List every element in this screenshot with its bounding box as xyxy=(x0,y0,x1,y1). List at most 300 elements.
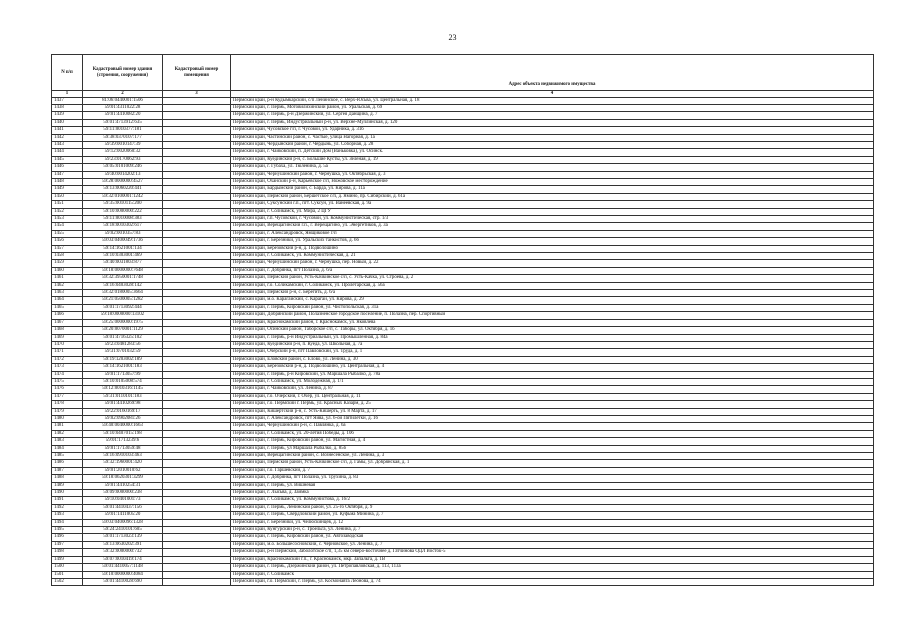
table-row xyxy=(52,408,874,415)
address: Пермский край, Чусовское г/п, г. Чусовой, ул. Ударника, д. 31б xyxy=(231,127,874,134)
table-row xyxy=(52,201,874,208)
address: Пермский край, р-н Кудымкарский, с/п Ленинское, с. Верх-Юсьва, ул. Центральная, д. 18 xyxy=(231,97,874,104)
address: Пермский край, р-н Пермский, Заболотское с/п, 1,35 км северо-восточнее д. Гатчинова ОДЛ Восток-5 xyxy=(231,549,874,556)
cadastral-room xyxy=(163,141,231,148)
cadastral-building: 59:31:0110101:183 xyxy=(83,393,163,400)
row-number: 1457 xyxy=(52,245,83,252)
row-number: 1437 xyxy=(52,97,83,104)
address: Пермский край, Краснокамский г.п., г. Краснокамск, мкр. Запальта, д. 1В xyxy=(231,556,874,563)
table-row xyxy=(52,423,874,430)
cadastral-building: 59:16:0910103:463 xyxy=(83,453,163,460)
row-number: 1458 xyxy=(52,253,83,260)
row-number: 1460 xyxy=(52,267,83,274)
col-number-1: 1 xyxy=(52,91,83,98)
address: Пермский край, г. Пермь, р-н Кировский, ул. Маршала Рыбалко, д. 78а xyxy=(231,371,874,378)
cadastral-building: 59:01:4410254:31 xyxy=(83,482,163,489)
table-row xyxy=(52,238,874,245)
row-number: 1499 xyxy=(52,556,83,563)
table-row xyxy=(52,297,874,304)
cadastral-room xyxy=(163,364,231,371)
address: Пермский край, Верещагинский г.п., г. Верещагино, ул. Энергетиков, д. 3а xyxy=(231,223,874,230)
cadastral-building: 59:32:3950001:1748 xyxy=(83,275,163,282)
cadastral-building: 59:21:0500005:1282 xyxy=(83,297,163,304)
address: Пермский край, г. Пермь, Кировский район, ул. Магистная, д. 4 xyxy=(231,438,874,445)
address: Пермский край, г. Березники, ул. Уральских танкистов, д. 66 xyxy=(231,238,874,245)
cadastral-room xyxy=(163,260,231,267)
address: Пермский край, Краснокамский район, г. Краснокамск, ул. Яковлева xyxy=(231,319,874,326)
cadastral-room xyxy=(163,519,231,526)
cadastral-room xyxy=(163,393,231,400)
table-row xyxy=(52,304,874,311)
cadastral-building: 59:01:4410057:1148 xyxy=(83,564,163,571)
cadastral-building: 59:40:0031803:877 xyxy=(83,260,163,267)
table-row xyxy=(52,104,874,111)
cadastral-building: 59:01:4713912:635 xyxy=(83,119,163,126)
table-row xyxy=(52,519,874,526)
cadastral-building: 59:02:0010357:83 xyxy=(83,230,163,237)
cadastral-building: 59:23:0481283:56 xyxy=(83,341,163,348)
address: Пермский край, Очерский р-н, пгт Павловский, ул. Труда, д. 1 xyxy=(231,349,874,356)
table-row xyxy=(52,267,874,274)
cadastral-room xyxy=(163,164,231,171)
row-number: 1461 xyxy=(52,275,83,282)
row-number: 1483 xyxy=(52,438,83,445)
cadastral-room xyxy=(163,460,231,467)
row-number: 1454 xyxy=(52,223,83,230)
cadastral-room xyxy=(163,304,231,311)
cadastral-building: 59:01:1713059:48 xyxy=(83,445,163,452)
cadastral-building: 59:12:0010316:1145 xyxy=(83,386,163,393)
table-row xyxy=(52,578,874,585)
table-row xyxy=(52,349,874,356)
table-row xyxy=(52,556,874,563)
cadastral-building: 59:18:0000000:13102 xyxy=(83,312,163,319)
address: Пермский край, Пермский р-н, с. Берегить, д. 6/а xyxy=(231,290,874,297)
table-row xyxy=(52,245,874,252)
row-number: 1467 xyxy=(52,319,83,326)
address: Пермский край, г. Чайковский, ул. Ленина, д. 87 xyxy=(231,386,874,393)
cadastral-building: 59:28:0000000:4527 xyxy=(83,178,163,185)
address: Пермский край, г. Соликамск, ул. Коммунистическая, д. 21 xyxy=(231,253,874,260)
row-number: 1480 xyxy=(52,415,83,422)
row-number: 1470 xyxy=(52,341,83,348)
address: Пермский край, г. Березники, ул. Челюскинцев, д. 12 xyxy=(231,519,874,526)
cadastral-building: 59:18:0000000:7648 xyxy=(83,267,163,274)
cadastral-room xyxy=(163,97,231,104)
cadastral-building: 59:03:0400049:1736 xyxy=(83,238,163,245)
table-row xyxy=(52,216,874,223)
cadastral-room xyxy=(163,119,231,126)
address: Пермский край, г. Александровск, пгт Яйва, ул. 6-ой Пятилетки, д. 16 xyxy=(231,415,874,422)
table-row xyxy=(52,230,874,237)
row-number: 1468 xyxy=(52,327,83,334)
cadastral-room xyxy=(163,497,231,504)
cadastral-building: 59:39:0010147:39 xyxy=(83,141,163,148)
cadastral-room xyxy=(163,371,231,378)
row-number: 1445 xyxy=(52,156,83,163)
table-row xyxy=(52,223,874,230)
table-row xyxy=(52,482,874,489)
cadastral-room xyxy=(163,445,231,452)
row-number: 1477 xyxy=(52,393,83,400)
address: Пермский край, Кишертский р-н, с. Усть-Кишерть, ул. 8 Марта, д. 17 xyxy=(231,408,874,415)
table-row xyxy=(52,141,874,148)
cadastral-room xyxy=(163,527,231,534)
row-number: 1439 xyxy=(52,112,83,119)
cadastral-building: 59:01:1411005:20 xyxy=(83,512,163,519)
cadastral-building: 59:14:1621001:134 xyxy=(83,245,163,252)
address: Пермский край, Чернушинский район, г. Чернушка, ул. Октябрьская, д. 3 xyxy=(231,171,874,178)
table-row xyxy=(52,445,874,452)
row-number: 1473 xyxy=(52,364,83,371)
cadastral-building: 59:18:0010302:617 xyxy=(83,223,163,230)
table-row xyxy=(52,534,874,541)
cadastral-room xyxy=(163,549,231,556)
cadastral-room xyxy=(163,216,231,223)
cadastral-room xyxy=(163,156,231,163)
table-row xyxy=(52,127,874,134)
table-row xyxy=(52,319,874,326)
cadastral-room xyxy=(163,282,231,289)
header-row xyxy=(52,55,874,91)
cadastral-room xyxy=(163,578,231,585)
cadastral-room xyxy=(163,475,231,482)
cadastral-room xyxy=(163,253,231,260)
table-row xyxy=(52,97,874,104)
cadastral-building: 59:01:4410269:98 xyxy=(83,401,163,408)
row-number: 1490 xyxy=(52,490,83,497)
table-row xyxy=(52,208,874,215)
address: Пермский край, г. Пермь, Мотовилихинский район, ул. Уральская, д. 69 xyxy=(231,104,874,111)
address: Пермский край, Пермский район, Усть-Качкинское с/п, д. Гамы, ул. Добрянская, д. 1 xyxy=(231,460,874,467)
address: Пермский край, г. Пермь, Индустриальный р-н, ул. Верхне-Муллинская, д. 120 xyxy=(231,119,874,126)
table-row xyxy=(52,504,874,511)
cadastral-room xyxy=(163,438,231,445)
row-number: 1446 xyxy=(52,164,83,171)
cadastral-room xyxy=(163,349,231,356)
address: Пермский край, г. Пермь, ул Маршала Рыбалко, д. 85б xyxy=(231,445,874,452)
row-number: 1486 xyxy=(52,460,83,467)
row-number: 1479 xyxy=(52,408,83,415)
row-number: 1456 xyxy=(52,238,83,245)
address: Пермский край, г. Пермь, р-н Дзержинский, ул. Сергея Данщина, д. 7 xyxy=(231,112,874,119)
cadastral-room xyxy=(163,386,231,393)
row-number: 1462 xyxy=(52,282,83,289)
cadastral-building: 59:24:2410101:605 xyxy=(83,527,163,534)
cadastral-building: 59:13:0060220:441 xyxy=(83,186,163,193)
address: Пермский край, Куединский р-н, п. Куеда, ул. Школьная, д. 7а xyxy=(231,341,874,348)
table-row xyxy=(52,134,874,141)
row-number: 1438 xyxy=(52,104,83,111)
table-row xyxy=(52,356,874,363)
cadastral-building: 59:16:0403028:142 xyxy=(83,282,163,289)
cadastral-room xyxy=(163,208,231,215)
row-number: 1482 xyxy=(52,430,83,437)
row-number: 1450 xyxy=(52,193,83,200)
table-row xyxy=(52,475,874,482)
table-row xyxy=(52,149,874,156)
cadastral-room xyxy=(163,504,231,511)
header-address: Адрес объекта недвижимого имущества xyxy=(231,55,874,91)
cadastral-room xyxy=(163,104,231,111)
table-row xyxy=(52,253,874,260)
header-cad-room: Кадастровый номер помещения xyxy=(163,55,231,91)
cadastral-room xyxy=(163,238,231,245)
table-row xyxy=(52,378,874,385)
cadastral-room xyxy=(163,408,231,415)
address: Пермский край, г.о. Пермский г. Пермь, ул. Красных Казарм, д. 25 xyxy=(231,401,874,408)
row-number: 1448 xyxy=(52,178,83,185)
row-number: 1475 xyxy=(52,378,83,385)
cadastral-room xyxy=(163,453,231,460)
cadastral-room xyxy=(163,112,231,119)
row-number: 1478 xyxy=(52,401,83,408)
cadastral-room xyxy=(163,134,231,141)
col-number-3: 3 xyxy=(163,91,231,98)
table-row xyxy=(52,327,874,334)
cadastral-building: 59:20:0070001:1129 xyxy=(83,327,163,334)
address: Пермский край, г. Соликамск, ул. Мира, 2 ЦГУ xyxy=(231,208,874,215)
cadastral-room xyxy=(163,401,231,408)
table-row xyxy=(52,393,874,400)
row-number: 1447 xyxy=(52,171,83,178)
row-number: 1484 xyxy=(52,445,83,452)
cadastral-building: 59:40:0014202:13 xyxy=(83,171,163,178)
cadastral-building: 59:01:4716325:102 xyxy=(83,334,163,341)
row-number: 1441 xyxy=(52,127,83,134)
cadastral-building: 59:18:0620301:3299 xyxy=(83,475,163,482)
cadastral-building: 59:10:0105008:574 xyxy=(83,378,163,385)
header-cad-building: Кадастровый номер здания (строения, сооружения) xyxy=(83,55,163,91)
table-row xyxy=(52,549,874,556)
cadastral-building: 59:03:0400096:1328 xyxy=(83,519,163,526)
row-number: 1492 xyxy=(52,504,83,511)
table-row xyxy=(52,171,874,178)
table-row xyxy=(52,571,874,578)
row-number: 1451 xyxy=(52,201,83,208)
table-row xyxy=(52,156,874,163)
cadastral-room xyxy=(163,512,231,519)
cadastral-building: 59:32:0180005:3664 xyxy=(83,290,163,297)
table-row xyxy=(52,275,874,282)
cadastral-building: 59:13:0630202:391 xyxy=(83,541,163,548)
cadastral-building: 59:25:0000000:1975 xyxy=(83,319,163,326)
address: Пермский край, г. Пермь, Ленинский район, ул. 25-го Октября, д. 9 xyxy=(231,504,874,511)
cadastral-building: 59:22:0160169:17 xyxy=(83,408,163,415)
address: Пермский край, г. Губаха, ул. Тюленина, д. 5а xyxy=(231,164,874,171)
row-number: 1452 xyxy=(52,208,83,215)
address: Пермский край, г. Соликамск, ул. Молодежная, д. 1/1 xyxy=(231,378,874,385)
cadastral-room xyxy=(163,127,231,134)
row-number: 1493 xyxy=(52,512,83,519)
table-row xyxy=(52,371,874,378)
cadastral-building: 59:02:0902081:26 xyxy=(83,415,163,422)
cadastral-building: 59:01:4410082:20 xyxy=(83,112,163,119)
row-number: 1487 xyxy=(52,467,83,474)
address: Пермский край, г. Соликамск, ул. Коммунистова, д. 16/2 xyxy=(231,497,874,504)
address: Пермский край, Суксунский г.п., пгт. Суксун, ул. Ванеевская, д. 9а xyxy=(231,201,874,208)
row-number: 1443 xyxy=(52,141,83,148)
cadastral-room xyxy=(163,275,231,282)
table-row xyxy=(52,260,874,267)
row-number: 1496 xyxy=(52,534,83,541)
address: Пермский край, Куединский р-н, с. Большие Кусты, ул. Зеленая, д. 19 xyxy=(231,156,874,163)
row-number: 1500 xyxy=(52,564,83,571)
row-number: 1471 xyxy=(52,349,83,356)
cadastral-room xyxy=(163,467,231,474)
address: Пермский край, г. Пермь, р-н Индустриальный, ул. Промышленная, д. 84а xyxy=(231,334,874,341)
cadastral-room xyxy=(163,430,231,437)
address: Пермский край, Пермский район, Бершетское с/п, д. Ямино, пр. Сибирский, д. 61а xyxy=(231,193,874,200)
col-number-4: 4 xyxy=(231,91,874,98)
row-number: 1463 xyxy=(52,290,83,297)
cadastral-room xyxy=(163,230,231,237)
address: Пермский край, Пермский район, Усть-Качкинское с/п, с. Усть-Качка, ул. Строёва, д. 2 xyxy=(231,275,874,282)
table-row xyxy=(52,430,874,437)
address: Пермский край, г. Пермь, Кировский район, ул. Автозаводская xyxy=(231,534,874,541)
page-number: 23 xyxy=(448,33,457,42)
cadastral-room xyxy=(163,312,231,319)
cadastral-room xyxy=(163,341,231,348)
address: Пермский край, г. Пермь, Дзержинский район, ул. Петропавловская, д. 113, 113а xyxy=(231,564,874,571)
cadastral-room xyxy=(163,423,231,430)
cadastral-building: 59:01:1713057:99 xyxy=(83,371,163,378)
cadastral-building: 59:10:0407015:198 xyxy=(83,430,163,437)
cadastral-building: 59:32:0000000:732 xyxy=(83,549,163,556)
row-number: 1481 xyxy=(52,423,83,430)
row-number: 1495 xyxy=(52,527,83,534)
address: Пермский край, Чердынский район, г. Чердынь, ул. Соборная, д. 28 xyxy=(231,141,874,148)
row-number: 1469 xyxy=(52,334,83,341)
table-row xyxy=(52,186,874,193)
row-number: 1488 xyxy=(52,475,83,482)
col-number-2: 2 xyxy=(83,91,163,98)
address: Пермский край, Бардымский район, с. Барда, ул. Кирова, д. 11а xyxy=(231,186,874,193)
table-row xyxy=(52,178,874,185)
cadastral-room xyxy=(163,171,231,178)
cadastral-building: 59:01:1713239:6 xyxy=(83,438,163,445)
address: Пермский край, Березовский р-н, д. Подволошино xyxy=(231,245,874,252)
cadastral-building: 81:06:0440001:1506 xyxy=(83,97,163,104)
cadastral-building: 59:10:0401001:73 xyxy=(83,497,163,504)
cadastral-building: 59:11:0010008:383 xyxy=(83,216,163,223)
address: Пермский край, г.п. Чусовской, г. Чусовой, ул. Коммунистическая, стр. 1/3 xyxy=(231,216,874,223)
cadastral-building: 59:01:4311022:28 xyxy=(83,104,163,111)
cadastral-room xyxy=(163,245,231,252)
cadastral-room xyxy=(163,149,231,156)
cadastral-room xyxy=(163,223,231,230)
row-number: 1440 xyxy=(52,119,83,126)
cadastral-building: 59:07:0010419:174 xyxy=(83,556,163,563)
cadastral-room xyxy=(163,319,231,326)
cadastral-building: 59:01:4410437:156 xyxy=(83,504,163,511)
table-row xyxy=(52,193,874,200)
table-row xyxy=(52,364,874,371)
address: Пермский край, г. Пермь, Кировский район, ул. Чистопольская, д. 31а xyxy=(231,304,874,311)
address: Пермский край, г. Добрянка, пгт Полазна, ул. Трухина, д. 83 xyxy=(231,475,874,482)
cadastral-room xyxy=(163,490,231,497)
table-row xyxy=(52,164,874,171)
address: Пермский край, г.о. Очерский, г. Очер, ул. Центральная, д. 11 xyxy=(231,393,874,400)
address: Пермский край, м.о. Большесосновский, с. Черновское, ул. Ленина, д. 7 xyxy=(231,541,874,548)
row-number: 1466 xyxy=(52,312,83,319)
table-row xyxy=(52,438,874,445)
address: Пермский край, г. Пермь, Свердловский район, ул. Куфьма Минина, д. 7 xyxy=(231,512,874,519)
table-row xyxy=(52,290,874,297)
table-row xyxy=(52,527,874,534)
address: Пермский край, м.о. Карагайский, с. Карагай, ул. Кирова, д. 29 xyxy=(231,297,874,304)
cadastral-building: 59:32:0100001:1242 xyxy=(83,193,163,200)
cadastral-building: 59:11:0010377:181 xyxy=(83,127,163,134)
table-row xyxy=(52,512,874,519)
cadastral-room xyxy=(163,327,231,334)
address: Пермский край, Верещагинский район, с. Вознесенское, ул. Ленина, д. 3 xyxy=(231,453,874,460)
cadastral-room xyxy=(163,297,231,304)
address: Пермский край, г. Соликамск xyxy=(231,571,874,578)
row-number: 1485 xyxy=(52,453,83,460)
address: Пермский край, Осинский район, Таборское с/п, с. Таборы, ул. Октября, д. 1б xyxy=(231,327,874,334)
cadastral-room xyxy=(163,556,231,563)
row-number: 1497 xyxy=(52,541,83,548)
address: Пермский край, Оханский р-н, Карьевское с/п, Ножовское месторождение xyxy=(231,178,874,185)
row-number: 1501 xyxy=(52,571,83,578)
address: Пермский край, Еловский район, с. Елово, ул. Ленина, д. 30 xyxy=(231,356,874,363)
row-number: 1474 xyxy=(52,371,83,378)
cadastral-building: 59:10:0000000:222 xyxy=(83,208,163,215)
table-row xyxy=(52,467,874,474)
cadastral-building: 59:19:1203002:189 xyxy=(83,356,163,363)
table-row xyxy=(52,564,874,571)
row-number: 1459 xyxy=(52,260,83,267)
cadastral-room xyxy=(163,267,231,274)
cadastral-room xyxy=(163,178,231,185)
table-row xyxy=(52,401,874,408)
address: Пермский край, г. Соликамск, ул. 20-летия Победы, д. 106 xyxy=(231,430,874,437)
table-row xyxy=(52,453,874,460)
cadastral-room xyxy=(163,334,231,341)
cadastral-room xyxy=(163,186,231,193)
row-number: 1476 xyxy=(52,386,83,393)
cadastral-building: 59:31:0701032:59 xyxy=(83,349,163,356)
table-row xyxy=(52,386,874,393)
row-number: 1455 xyxy=(52,230,83,237)
address: Пермский край, г. Чайковский, п. Детский Дом (Ваньковка), ул. Осинск. xyxy=(231,149,874,156)
address: Пермский край, г.о. Пермский, г. Пермь, ул. Космонавта Леонова, д. 74 xyxy=(231,578,874,585)
cadastral-building: 59:12:0020060:32 xyxy=(83,149,163,156)
cadastral-building: 59:10:0303001:469 xyxy=(83,253,163,260)
table-row xyxy=(52,334,874,341)
address: Пермский край, г. Александровск, Ямщиковое г/п xyxy=(231,230,874,237)
cadastral-room xyxy=(163,571,231,578)
row-number: 1489 xyxy=(52,482,83,489)
address: Пермский край, г.о. Соликамский, г. Соликамск, ул. Пролетарская, д. 56а xyxy=(231,282,874,289)
cadastral-building: 59:32:1960001:420 xyxy=(83,460,163,467)
row-number: 1502 xyxy=(52,578,83,585)
table-row xyxy=(52,341,874,348)
address: Пермский край, Частинский район, с. Частые, улица Нагорная, д. 1а xyxy=(231,134,874,141)
cadastral-room xyxy=(163,193,231,200)
property-register-table xyxy=(51,54,874,586)
table-row xyxy=(52,460,874,467)
row-number: 1472 xyxy=(52,356,83,363)
table-row xyxy=(52,282,874,289)
cadastral-room xyxy=(163,201,231,208)
cadastral-building: 59:38:0370107:177 xyxy=(83,134,163,141)
header-num: N п/п xyxy=(52,55,83,91)
cadastral-building: 59:14:1621001:183 xyxy=(83,364,163,371)
cadastral-room xyxy=(163,356,231,363)
address: Пермский край, г. Добрянка, пгт Полазна, д. 6/а xyxy=(231,267,874,274)
